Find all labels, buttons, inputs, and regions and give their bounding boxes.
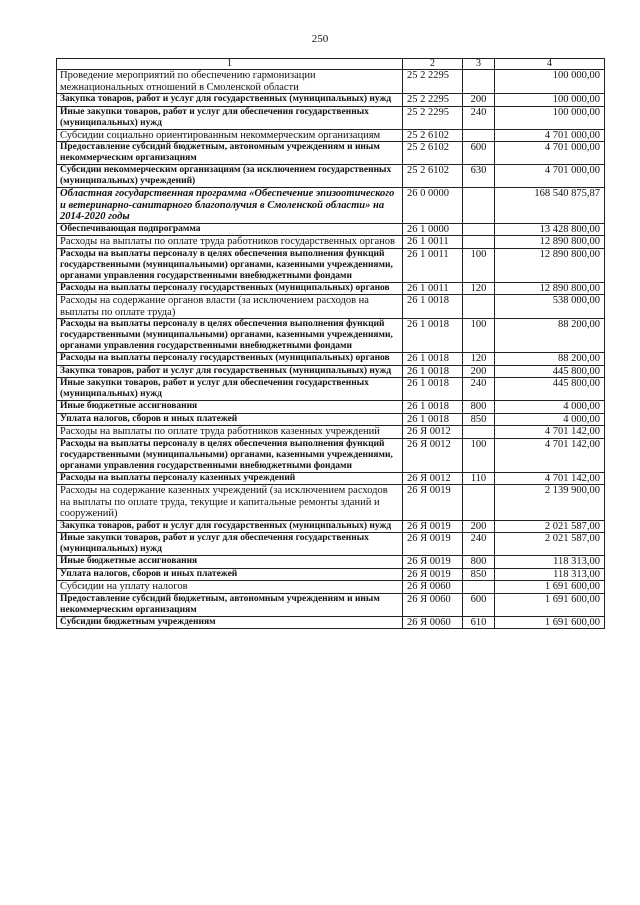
row-amount: 4 701 142,00 — [495, 426, 605, 439]
row-name: Уплата налогов, сборов и иных платежей — [57, 568, 403, 581]
row-code: 26 1 0018 — [403, 378, 463, 401]
row-type — [463, 188, 495, 224]
row-type: 850 — [463, 413, 495, 426]
table-row — [57, 282, 605, 295]
row-type: 800 — [463, 401, 495, 414]
row-amount: 4 000,00 — [495, 413, 605, 426]
row-code: 26 Я 0060 — [403, 616, 463, 629]
row-code: 26 1 0011 — [403, 236, 463, 249]
row-amount: 118 313,00 — [495, 556, 605, 569]
row-type: 120 — [463, 353, 495, 366]
row-code: 26 1 0011 — [403, 282, 463, 295]
row-amount: 2 021 587,00 — [495, 520, 605, 533]
row-type: 630 — [463, 165, 495, 188]
row-amount: 445 800,00 — [495, 378, 605, 401]
row-type — [463, 129, 495, 142]
row-amount: 100 000,00 — [495, 94, 605, 107]
table-row — [57, 568, 605, 581]
row-name: Закупка товаров, работ и услуг для государственных (муниципальных) нужд — [57, 365, 403, 378]
row-name: Иные закупки товаров, работ и услуг для обеспечения государственных (муниципальных) нужд — [57, 533, 403, 556]
row-type: 240 — [463, 106, 495, 129]
table-row — [57, 438, 605, 472]
row-amount: 4 000,00 — [495, 401, 605, 414]
row-amount: 2 139 900,00 — [495, 485, 605, 521]
row-amount: 538 000,00 — [495, 295, 605, 319]
row-name: Иные бюджетные ассигнования — [57, 401, 403, 414]
table-row — [57, 485, 605, 521]
header-col-1: 1 — [57, 59, 403, 70]
header-row — [57, 59, 605, 70]
row-code: 25 2 6102 — [403, 165, 463, 188]
row-name: Областная государственная программа «Обеспечение эпизоотического и ветеринарно-санитарного благополучия в Смоленской области» на 2014-2020 годы — [57, 188, 403, 224]
row-code: 26 1 0018 — [403, 353, 463, 366]
table-row — [57, 106, 605, 129]
row-amount: 100 000,00 — [495, 70, 605, 94]
row-type — [463, 70, 495, 94]
row-code: 25 2 2295 — [403, 94, 463, 107]
row-amount: 4 701 000,00 — [495, 129, 605, 142]
row-name: Предоставление субсидий бюджетным, автономным учреждениям и иным некоммерческим организациям — [57, 142, 403, 165]
row-type: 240 — [463, 533, 495, 556]
row-name: Расходы на выплаты персоналу в целях обеспечения выполнения функций государственными (муниципальными) органами, казенными учреждениями, органами управления государственными внебюджетными фондами — [57, 319, 403, 353]
row-name: Иные бюджетные ассигнования — [57, 556, 403, 569]
row-type: 800 — [463, 556, 495, 569]
row-amount: 12 890 800,00 — [495, 236, 605, 249]
row-amount: 4 701 000,00 — [495, 142, 605, 165]
row-amount: 100 000,00 — [495, 106, 605, 129]
row-type — [463, 581, 495, 594]
table-row — [57, 94, 605, 107]
row-code: 25 2 2295 — [403, 106, 463, 129]
row-name: Закупка товаров, работ и услуг для государственных (муниципальных) нужд — [57, 520, 403, 533]
table-row — [57, 142, 605, 165]
table-row — [57, 223, 605, 236]
row-code: 26 Я 0060 — [403, 581, 463, 594]
row-name: Расходы на содержание казенных учреждений (за исключением расходов на выплаты по оплате труда, текущие и капитальные ремонты зданий и сооружений) — [57, 485, 403, 521]
row-amount: 4 701 000,00 — [495, 165, 605, 188]
table-row — [57, 413, 605, 426]
row-code: 26 1 0018 — [403, 319, 463, 353]
row-type: 200 — [463, 94, 495, 107]
row-name: Расходы на выплаты персоналу в целях обеспечения выполнения функций государственными (муниципальными) органами, казенными учреждениями, органами управления государственными внебюджетными фондами — [57, 248, 403, 282]
row-name: Расходы на выплаты персоналу государственных (муниципальных) органов — [57, 282, 403, 295]
table-row — [57, 188, 605, 224]
row-code: 26 1 0000 — [403, 223, 463, 236]
row-name: Иные закупки товаров, работ и услуг для обеспечения государственных (муниципальных) нужд — [57, 378, 403, 401]
row-name: Расходы на выплаты по оплате труда работников казенных учреждений — [57, 426, 403, 439]
row-type: 200 — [463, 365, 495, 378]
row-name: Расходы на выплаты персоналу казенных учреждений — [57, 472, 403, 485]
row-type: 100 — [463, 438, 495, 472]
row-code: 26 Я 0012 — [403, 426, 463, 439]
row-code: 26 0 0000 — [403, 188, 463, 224]
row-code: 26 1 0018 — [403, 295, 463, 319]
row-name: Предоставление субсидий бюджетным, автономным учреждениям и иным некоммерческим организациям — [57, 593, 403, 616]
row-type: 110 — [463, 472, 495, 485]
table-row — [57, 472, 605, 485]
row-amount: 12 890 800,00 — [495, 282, 605, 295]
table-row — [57, 365, 605, 378]
row-type: 600 — [463, 593, 495, 616]
row-type: 100 — [463, 319, 495, 353]
row-type: 120 — [463, 282, 495, 295]
row-code: 26 Я 0019 — [403, 533, 463, 556]
row-type — [463, 295, 495, 319]
table-row — [57, 248, 605, 282]
row-amount: 88 200,00 — [495, 319, 605, 353]
row-code: 26 Я 0019 — [403, 556, 463, 569]
table-row — [57, 129, 605, 142]
row-type — [463, 223, 495, 236]
row-type — [463, 426, 495, 439]
header-col-2: 2 — [403, 59, 463, 70]
row-amount: 1 691 600,00 — [495, 581, 605, 594]
budget-table — [56, 58, 605, 629]
row-name: Уплата налогов, сборов и иных платежей — [57, 413, 403, 426]
row-code: 26 Я 0019 — [403, 568, 463, 581]
table-row — [57, 426, 605, 439]
header-col-3: 3 — [463, 59, 495, 70]
row-code: 26 Я 0012 — [403, 438, 463, 472]
row-name: Расходы на выплаты персоналу государственных (муниципальных) органов — [57, 353, 403, 366]
row-type — [463, 485, 495, 521]
row-amount: 445 800,00 — [495, 365, 605, 378]
row-type: 600 — [463, 142, 495, 165]
row-name: Расходы на выплаты персоналу в целях обеспечения выполнения функций государственными (муниципальными) органами, казенными учреждениями, органами управления государственными внебюджетными фондами — [57, 438, 403, 472]
table-row — [57, 616, 605, 629]
row-code: 25 2 6102 — [403, 142, 463, 165]
row-amount: 2 021 587,00 — [495, 533, 605, 556]
table-row — [57, 319, 605, 353]
row-type: 200 — [463, 520, 495, 533]
row-code: 26 Я 0019 — [403, 485, 463, 521]
row-code: 25 2 6102 — [403, 129, 463, 142]
row-type: 610 — [463, 616, 495, 629]
table-row — [57, 70, 605, 94]
row-type: 240 — [463, 378, 495, 401]
row-code: 26 1 0018 — [403, 413, 463, 426]
table-row — [57, 165, 605, 188]
table-row — [57, 520, 605, 533]
table-row — [57, 533, 605, 556]
row-amount: 1 691 600,00 — [495, 616, 605, 629]
row-amount: 4 701 142,00 — [495, 438, 605, 472]
row-name: Обеспечивающая подпрограмма — [57, 223, 403, 236]
row-code: 25 2 2295 — [403, 70, 463, 94]
row-code: 26 1 0011 — [403, 248, 463, 282]
header-col-4: 4 — [495, 59, 605, 70]
row-name: Субсидии социально ориентированным некоммерческим организациям — [57, 129, 403, 142]
row-code: 26 Я 0012 — [403, 472, 463, 485]
row-name: Субсидии бюджетным учреждениям — [57, 616, 403, 629]
table-row — [57, 556, 605, 569]
row-name: Расходы на выплаты по оплате труда работников государственных органов — [57, 236, 403, 249]
row-amount: 118 313,00 — [495, 568, 605, 581]
row-name: Субсидии на уплату налогов — [57, 581, 403, 594]
row-code: 26 Я 0060 — [403, 593, 463, 616]
row-type: 100 — [463, 248, 495, 282]
row-amount: 12 890 800,00 — [495, 248, 605, 282]
row-code: 26 1 0018 — [403, 401, 463, 414]
row-name: Закупка товаров, работ и услуг для государственных (муниципальных) нужд — [57, 94, 403, 107]
row-name: Субсидии некоммерческим организациям (за исключением государственных (муниципальных) учреждений) — [57, 165, 403, 188]
table-row — [57, 401, 605, 414]
row-amount: 4 701 142,00 — [495, 472, 605, 485]
row-name: Проведение мероприятий по обеспечению гармонизации межнациональных отношений в Смоленской области — [57, 70, 403, 94]
table-row — [57, 295, 605, 319]
table-row — [57, 378, 605, 401]
row-type: 850 — [463, 568, 495, 581]
table-row — [57, 236, 605, 249]
row-amount: 13 428 800,00 — [495, 223, 605, 236]
row-type — [463, 236, 495, 249]
table-row — [57, 581, 605, 594]
page-number: 250 — [311, 33, 329, 45]
row-amount: 1 691 600,00 — [495, 593, 605, 616]
table-row — [57, 593, 605, 616]
row-amount: 88 200,00 — [495, 353, 605, 366]
row-amount: 168 540 875,87 — [495, 188, 605, 224]
row-name: Иные закупки товаров, работ и услуг для обеспечения государственных (муниципальных) нужд — [57, 106, 403, 129]
table-row — [57, 353, 605, 366]
row-code: 26 1 0018 — [403, 365, 463, 378]
row-name: Расходы на содержание органов власти (за исключением расходов на выплаты по оплате труда) — [57, 295, 403, 319]
row-code: 26 Я 0019 — [403, 520, 463, 533]
